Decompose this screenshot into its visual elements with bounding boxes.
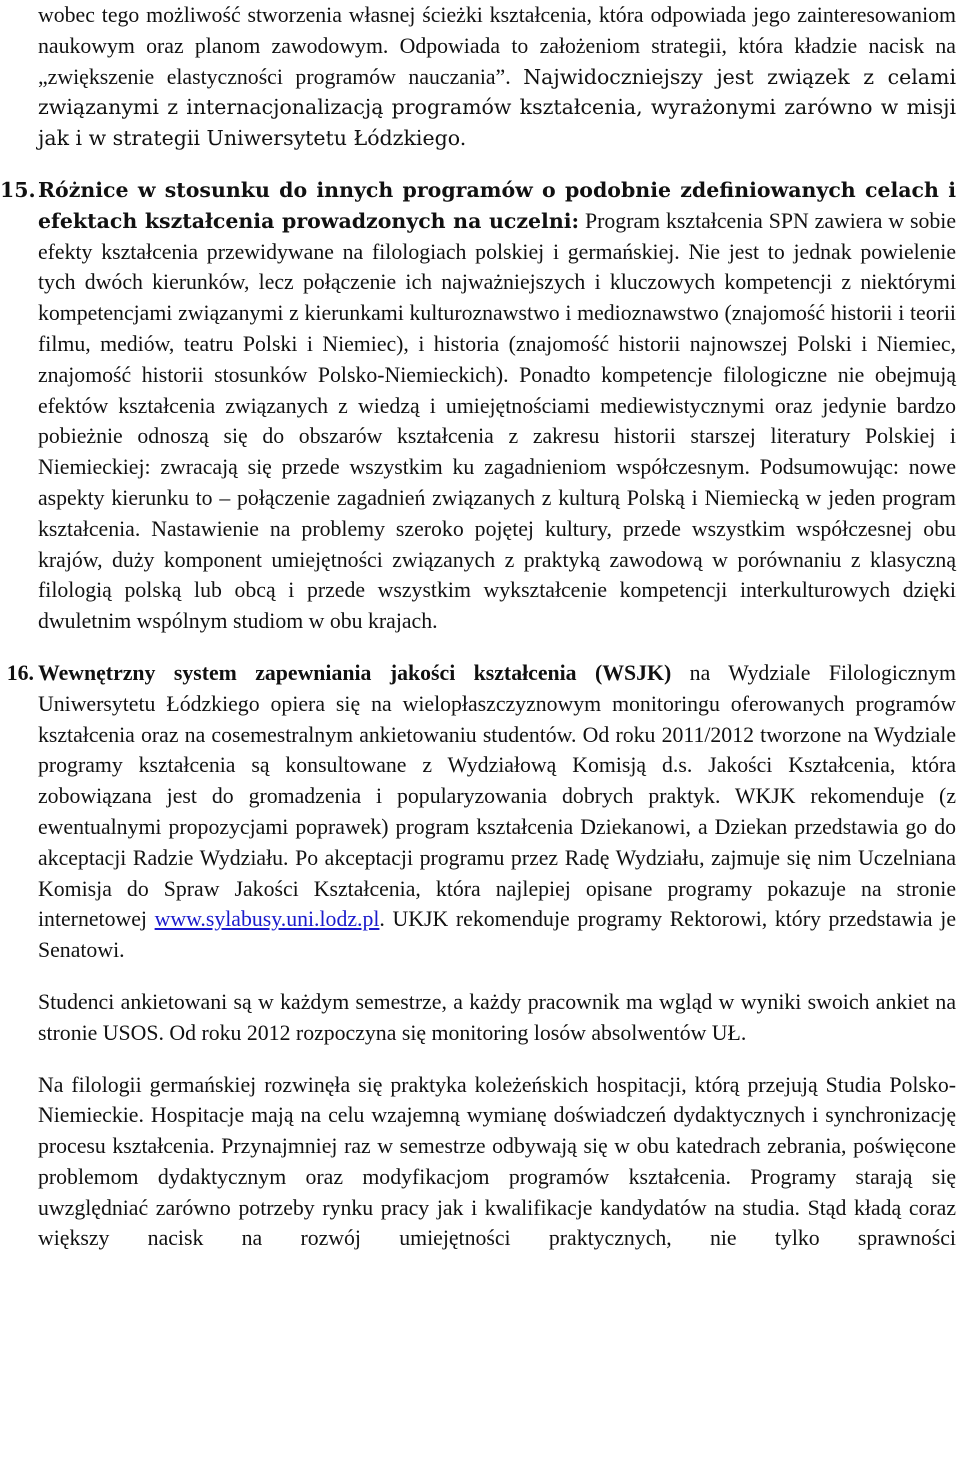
item-16 — [6, 658, 956, 1254]
item-16-body-after-link: . UKJK rekomenduje programy Rektorowi, który przedstawia je Senatowi. — [38, 907, 956, 963]
item-15-paragraph — [38, 175, 956, 637]
intro-paragraph — [38, 0, 956, 154]
item-16-body-before-link: na Wydziale Filologicznym Uniwersytetu Łódzkiego opiera się na wielopłaszczyznowym monitoringu oferowanych programów kształcenia oraz na cosemestralnym ankietowaniu studentów. Od roku 2011/2012 tworzone na Wydziale programy kształcenia są konsultowane z Wydziałową Komisją d.s. Jakości Kształcenia, która zobowiązana jest do gromadzenia i popularyzowania dobrych praktyk. WKJK rekomenduje (z ewentualnymi propozycjami poprawek) program kształcenia Dziekanowi, a Dziekan przedstawia go do akceptacji Radzie Wydziału. Po akceptacji programu przez Radę Wydziału, zajmuje się nim Uczelniana Komisja do Spraw Jakości Kształcenia, która najlepiej opisane programy pokazuje na stronie internetowej — [38, 660, 956, 932]
intro-text-2: Najwidoczniejszy jest związek z celami związanymi z internacjonalizacją programów kształcenia, wyrażonymi zarówno w misji jak i w strategii Uniwersytetu Łódzkiego. — [38, 64, 957, 151]
item-16-paragraph-2: Studenci ankietowani są w każdym semestrze, a każdy pracownik ma wgląd w wyniki swoich ankiet na stronie USOS. Od roku 2012 rozpoczyna się monitoring losów absolwentów UŁ. — [38, 989, 956, 1045]
item-number: 16. — [6, 660, 34, 685]
sylabusy-link[interactable]: www.sylabusy.uni.lodz.pl — [154, 907, 380, 932]
item-number: 15. — [0, 177, 36, 202]
intro-text-1: wobec tego możliwość stworzenia własnej ścieżki kształcenia, która odpowiada jego zainteresowaniom naukowym oraz planom zawodowym. Odpowiada to założeniom strategii, która kładzie nacisk na „zwiększenie elastyczności programów nauczania”. — [38, 3, 956, 89]
item-16-paragraph-3: Na filologii germańskiej rozwinęła się praktyka koleżeńskich hospitacji, którą przejują Studia Polsko-Niemieckie. Hospitacje mają na celu wzajemną wymianę doświadczeń dydaktycznych i synchronizację procesu kształcenia. Przynajmniej raz w semestrze odbywają się w obu katedrach zebrania, poświęcone problemom dydaktycznym oraz modyfikacjom programów kształcenia. Programy starają się uwzględniać zarówno potrzeby rynku pracy jak i kwalifikacje kandydatów na studia. Stąd kładą coraz większy nacisk na rozwój umiejętności praktycznych, nie tylko sprawności — [38, 1072, 956, 1251]
item-15-body: Program kształcenia SPN zawiera w sobie efekty kształcenia przewidywane na filologiach polskiej i germańskiej. Nie jest to jednak powielenie tych dwóch kierunków, lecz połączenie ich najważniejszych i kluczowych kompetencji z niektórymi kompetencjami związanymi z kierunkami kulturoznawstwo i medioznawstwo (znajomość historii i teorii filmu, mediów, teatru Polski i Niemiec), i historia (znajomość historii najnowszej Polski i Niemiec, znajomość historii stosunków Polsko-Niemieckich). Ponadto kompetencje filologiczne nie obejmują efektów kształcenia związanych z wiedzą i umiejętnościami mediewistycznymi oraz jedynie bardzo pobieżnie odnoszą się do obszarów kształcenia z zakresu historii starszej literatury Polskiej i Niemieckiej: zwracają się przede wszystkim ku zagadnieniom współczesnym. Podsumowując: nowe aspekty kierunku to – połączenie zagadnień związanych z kulturą Polską i Niemiecką w jeden program kształcenia. Nastawienie na problemy szeroko pojętej kultury, przede wszystkim współczesnej obu krajów, duży komponent umiejętności związanych z praktyką zawodową w porównaniu z klasyczną filologią polską lub obcą i przede wszystkim wykształcenie kompetencji interkulturowych dzięki dwuletnim wspólnym studiom w obu krajach. — [38, 208, 957, 634]
item-15-heading: Różnice w stosunku do innych programów o podobnie zdefiniowanych celach i efektach kształcenia prowadzonych na uczelni: — [38, 177, 956, 233]
item-16-heading: Wewnętrzny system zapewniania jakości kształcenia (WSJK) — [38, 660, 672, 685]
item-16-paragraph — [38, 658, 956, 966]
item-15 — [0, 175, 957, 637]
